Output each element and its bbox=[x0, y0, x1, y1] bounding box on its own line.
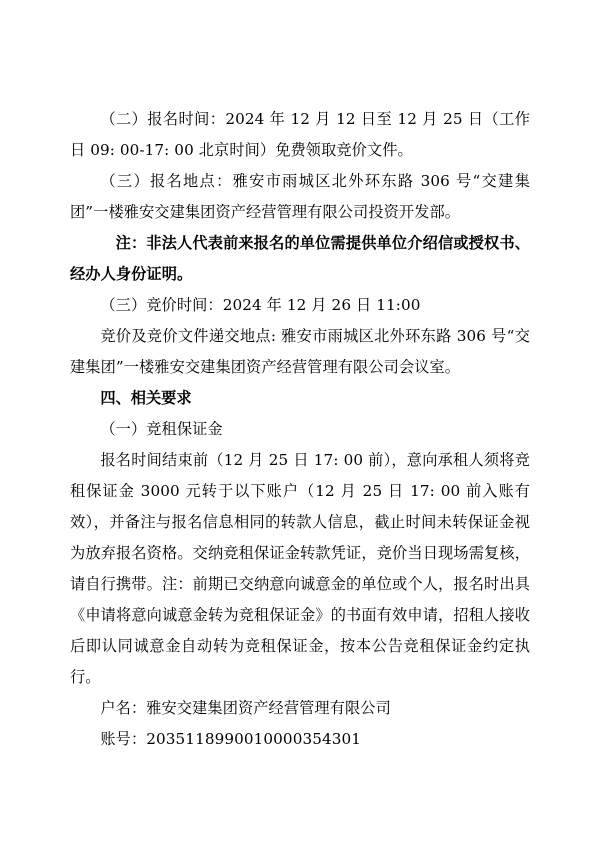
paragraph-registration-note: 注：非法人代表前来报名的单位需提供单位介绍信或授权书、经办人身份证明。 bbox=[70, 234, 530, 283]
paragraph-bidding-time: （三）竞价时间：2024 年 12 月 26 日 11:00 bbox=[100, 296, 421, 314]
paragraph-registration-place: （三）报名地点：雅安市雨城区北外环东路 306 号“交建集团”一楼雅安交建集团资产经营管理有限公司投资开发部。 bbox=[70, 172, 530, 221]
paragraph-deposit-body: 报名时间结束前（12 月 25 日 17: 00 前），意向承租人须将竞租保证金 3000 元转于以下账户（12 月 25 日 17: 00 前入账有效），并备注与报名信息相同的转款人信息，截止时间未转保证金视为放弃报名资格。交纳竞租保证金转款凭证，竞价当日现场需复核，请自行携带。注：前期已交纳意向诚意金的单位或个人，报名时出具《申请将意向诚意金转为竞租保证金》的书面有效申请，招租人接收后即认同诚意金自动转为竞租保证金，按本公告竞租保证金约定执行。 bbox=[70, 451, 530, 686]
paragraph-account-number: 账号：2035118990010000354301 bbox=[100, 730, 362, 748]
paragraph-deposit-subheading: （一）竞租保证金 bbox=[100, 420, 223, 438]
paragraph-registration-time: （二）报名时间：2024 年 12 月 12 日至 12 月 25 日（工作日 09: 00-17: 00 北京时间）免费领取竞价文件。 bbox=[70, 110, 530, 159]
section-heading-four: 四、相关要求 bbox=[100, 389, 192, 407]
paragraph-bidding-place: 竞价及竞价文件递交地点: 雅安市雨城区北外环东路 306 号“交建集团”一楼雅安交建集团资产经营管理有限公司会议室。 bbox=[70, 327, 530, 376]
paragraph-account-name: 户名：雅安交建集团资产经营管理有限公司 bbox=[100, 699, 391, 717]
